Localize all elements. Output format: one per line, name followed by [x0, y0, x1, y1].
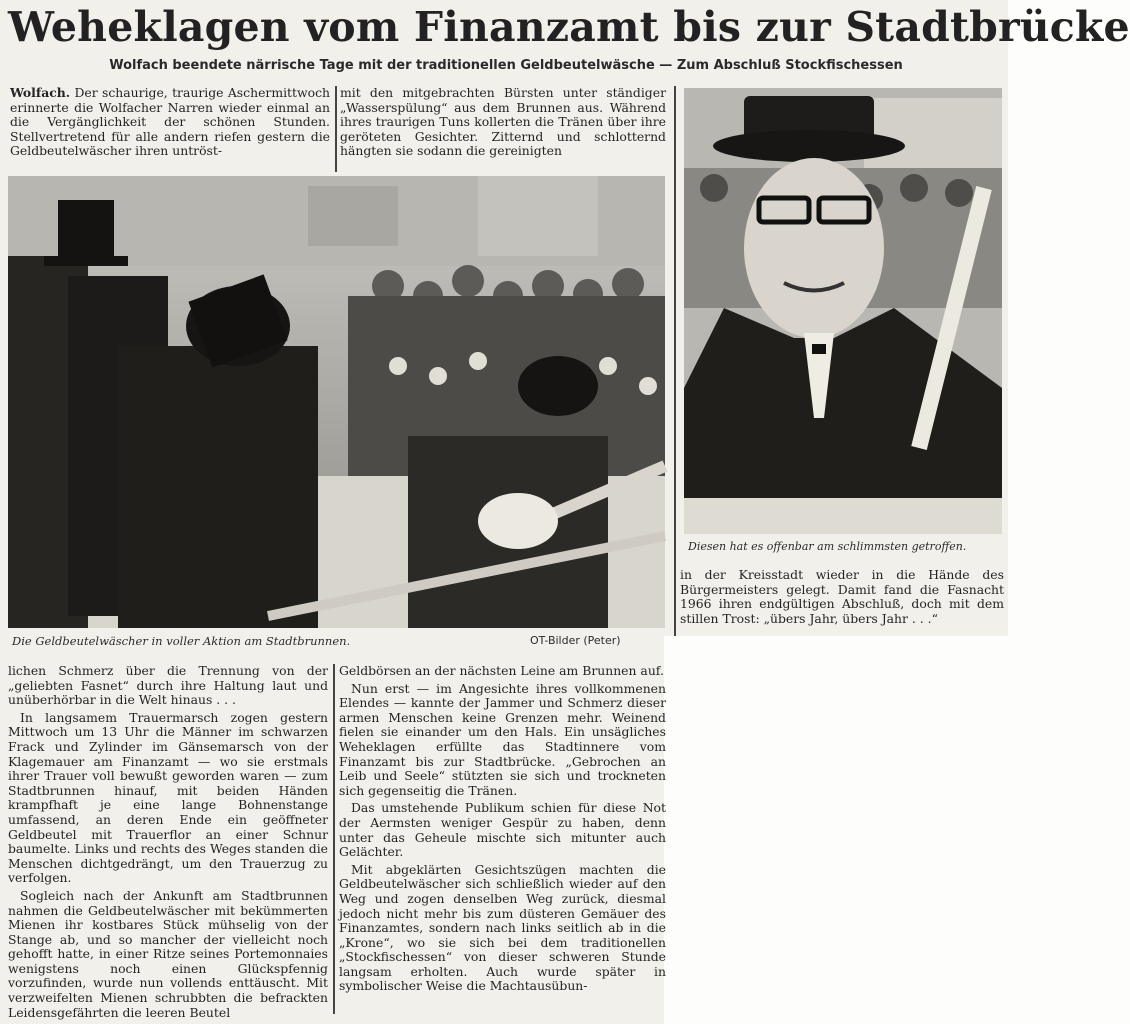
col2-paragraph: Geldbörsen an der nächsten Leine am Brunnen auf. — [339, 663, 664, 678]
col2-paragraph: Mit abgeklärten Gesichtszügen machten die Geldbeutelwäscher sich schließlich wieder auf den Weg und zogen denselben Weg zurück, diesmal jedoch nicht mehr bis zum düsteren Gemäuer des Finanzamtes, sondern nach links seitlich ab in die „Krone“, wo sie sich bei dem traditionellen „Stockfischessen“ von dieser schweren Stunde langsam erholten. Auch wurde später in symbolischer Weise die Machtausübun- — [339, 861, 666, 994]
portrait-photo — [684, 88, 1002, 534]
column-1-top — [10, 86, 330, 176]
col1-paragraph: lichen Schmerz über die Trennung von der „geliebten Fasnet“ durch ihre Haltung laut und unüberhörbar in die Welt hinaus . . . — [8, 663, 328, 708]
column-2-bottom — [339, 664, 666, 1020]
headline: Weheklagen vom Finanzamt bis zur Stadtbrücke — [8, 3, 1130, 51]
column-rule — [333, 664, 335, 1014]
main-photo — [8, 176, 665, 628]
col2-paragraph: Das umstehende Publikum schien für diese Not der Aermsten weniger Gespür zu haben, denn unter das Geheule mischte sich mitunter auch Gelächter. — [339, 800, 666, 860]
column-3-text: in der Kreisstadt wieder in die Hände des Bürgermeisters gelegt. Damit fand die Fasnacht 1966 ihren endgültigen Abschluß, doch mit dem stillen Trost: „übers Jahr, übers Jahr . . .“ — [680, 567, 1004, 626]
column-3-continuation — [680, 568, 1004, 632]
column-rule — [335, 86, 337, 172]
main-photo-caption: Die Geldbeutelwäscher in voller Aktion am Stadtbrunnen. — [12, 634, 351, 648]
photo-portrait — [684, 88, 1002, 534]
column-2-top — [340, 86, 666, 176]
col2-paragraph: Nun erst — im Angesichte ihres vollkommenen Elendes — kannte der Jammer und Schmerz dieser armen Menschen keine Grenzen mehr. Weinend fielen sie einander um den Hals. Ein unsägliches Weheklagen erfüllte das Stadtinnere vom Finanzamt bis zur Stadtbrücke. „Gebrochen an Leib und Seele“ stützten sie sich und trockneten sich gegenseitig die Tränen. — [339, 680, 666, 798]
column-2-top-text: mit den mitgebrachten Bürsten unter ständiger „Wasserspülung“ aus dem Brunnen aus. Während ihres traurigen Tuns kollerten die Tränen über ihre geröteten Gesichter. Zitternd und schlotternd hängten sie sodann die gereinigten — [340, 85, 666, 159]
column-1-bottom — [8, 664, 328, 1020]
intro-text: Der schaurige, traurige Aschermittwoch erinnerte die Wolfacher Narren wieder einmal an die Vergänglichkeit der schönen Stunden. Stellvertretend für alle andern riefen gestern die Geldbeutelwäscher ihren untröst- — [10, 85, 330, 159]
dateline: Wolfach. — [10, 85, 71, 100]
portrait-caption: Diesen hat es offenbar am schlimmsten getroffen. — [688, 540, 967, 553]
photo-fountain-scene — [8, 176, 665, 628]
torn-edge-blank — [664, 636, 1008, 1024]
subheadline: Wolfach beendete närrische Tage mit der traditionellen Geldbeutelwäsche — Zum Abschluß Stockfischessen — [109, 58, 903, 73]
col1-paragraph: In langsamem Trauermarsch zogen gestern Mittwoch um 13 Uhr die Männer im schwarzen Frack und Zylinder im Gänsemarsch von der Klagemauer am Finanzamt — wo sie erstmals ihrer Trauer voll bewußt geworden waren — zum Stadtbrunnen hinauf, mit beiden Händen krampfhaft je eine lange Bohnenstange umfassend, an deren Ende ein geöffneter Geldbeutel mit Trauerflor an einer Schnur baumelte. Links und rechts des Weges standen die Menschen dichtgedrängt, um den Trauerzug zu verfolgen. — [8, 709, 328, 886]
photo-credit: OT-Bilder (Peter) — [530, 634, 621, 647]
col1-paragraph: Sogleich nach der Ankunft am Stadtbrunnen nahmen die Geldbeutelwäscher mit bekümmerten Mienen ihr kostbares Stück mühselig von der Stange ab, und so mancher der vielleicht noch gehofft hatte, in einer Ritze seines Portemonnaies wenigstens noch einen Glückspfennig vorzufinden, wurde nun vollends enttäuscht. Mit verzweifelten Mienen schrubbten die befrackten Leidensgefährten die leeren Beutel — [8, 887, 328, 1020]
